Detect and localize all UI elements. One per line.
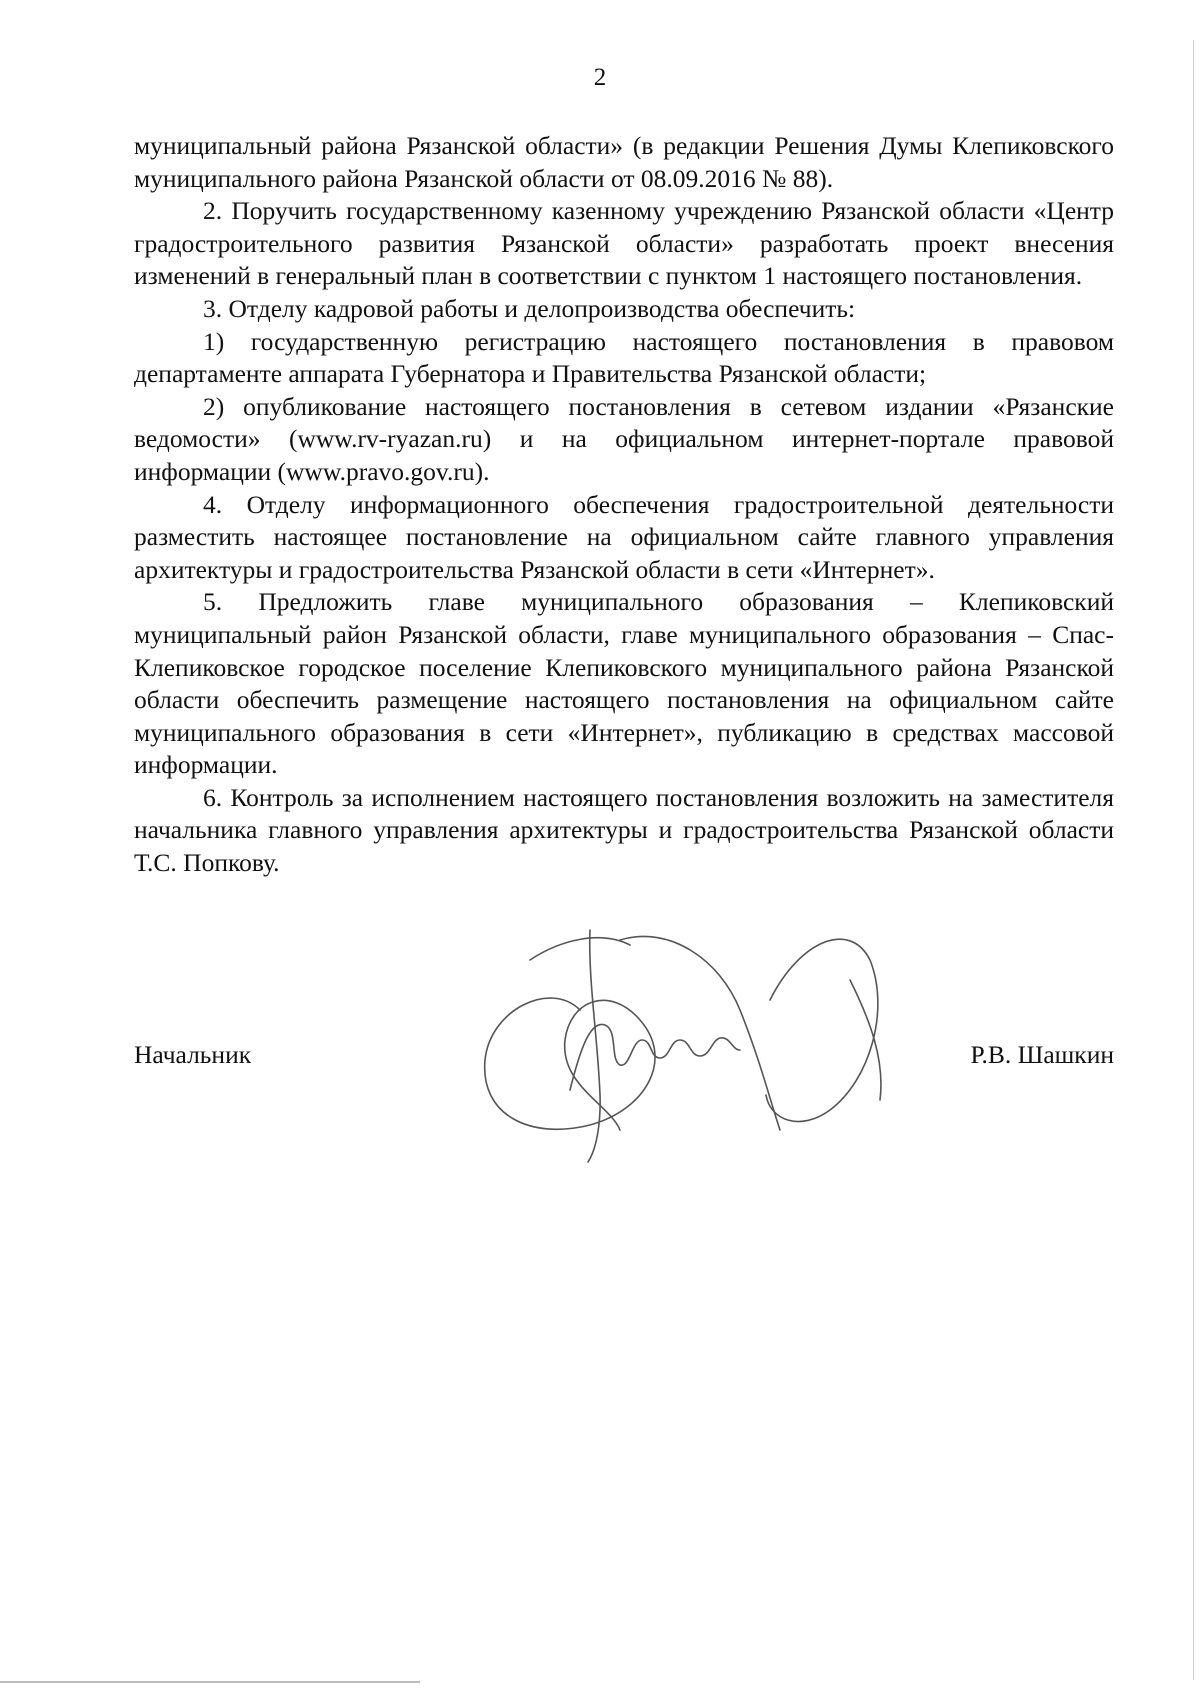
paragraph-item-3-1: 1) государственную регистрацию настоящего постановления в правовом департаменте аппарата Губернатора и Правительства Рязанской области;	[134, 326, 1114, 389]
paragraph-item-3-2: 2) опубликование настоящего постановления в сетевом издании «Рязанские ведомости» (www.rv-ryazan.ru) и на официальном интернет-портале правовой информации (www.pravo.gov.ru).	[134, 391, 1114, 486]
paragraph-item-2: 2. Поручить государственному казенному учреждению Рязанской области «Центр градостроительного развития Рязанской области» разработать проект внесения изменений в генеральный план в соответствии с пунктом 1 настоящего постановления.	[134, 196, 1114, 291]
document-body	[134, 130, 1114, 880]
scan-edge-line	[1193, 40, 1194, 1680]
handwritten-signature	[470, 900, 930, 1170]
scan-edge-line-bottom	[0, 1681, 420, 1683]
signatory-title: Начальник	[134, 1040, 252, 1069]
paragraph-continuation: муниципальный района Рязанской области» (в редакции Решения Думы Клепиковского муниципального района Рязанской области от 08.09.2016 № 88).	[134, 131, 1114, 193]
paragraph-item-6: 6. Контроль за исполнением настоящего постановления возложить на заместителя начальника главного управления архитектуры и градостроительства Рязанской области Т.С. Попкову.	[134, 782, 1114, 878]
signatory-name: Р.В. Шашкин	[970, 1040, 1114, 1069]
paragraph-item-4: 4. Отделу информационного обеспечения градостроительной деятельности разместить настоящее постановление на официальном сайте главного управления архитектуры и градостроительства Рязанской области в сети «Интернет».	[134, 489, 1114, 584]
page-number: 2	[593, 64, 607, 91]
paragraph-item-5: 5. Предложить главе муниципального образования – Клепиковский муниципальный район Рязанской области, главе муниципального образования – Спас-Клепиковское городское поселение Клепиковского муниципального района Рязанской области обеспечить размещение настоящего постановления на официальном сайте муниципального образования в сети «Интернет», публикацию в средствах массовой информации.	[134, 587, 1114, 780]
paragraph-item-3: 3. Отделу кадровой работы и делопроизводства обеспечить:	[203, 293, 856, 323]
